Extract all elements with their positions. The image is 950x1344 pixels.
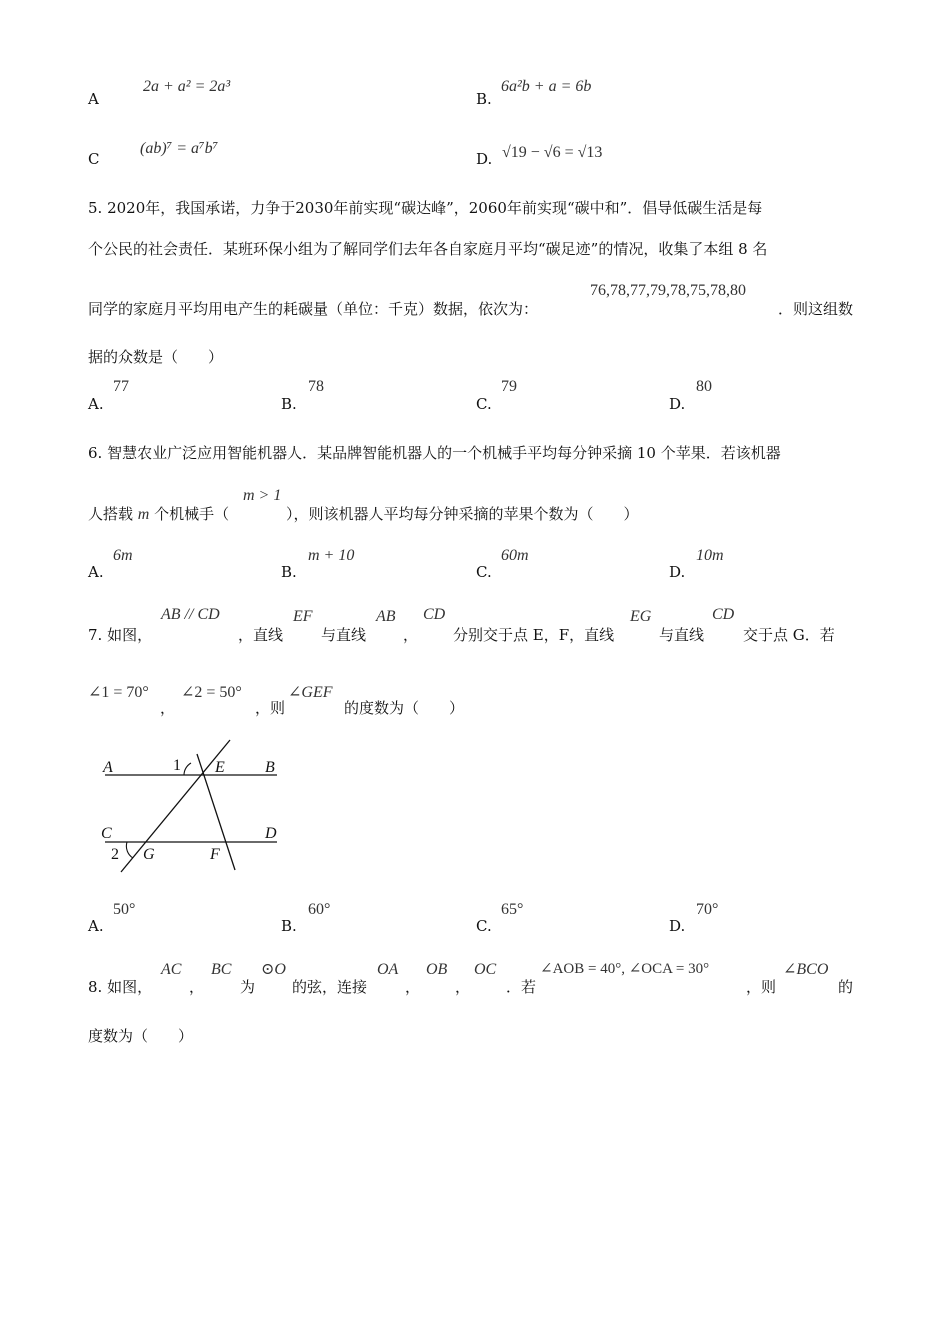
q4-option-b-label: B. bbox=[476, 90, 492, 108]
q5-line-3-pre: 同学的家庭月平均用电产生的耗碳量（单位：千克）数据，依次为： bbox=[88, 300, 539, 318]
point-a-label: A bbox=[103, 759, 113, 776]
q7-text-4: 分别交于点 E，F，直线 bbox=[453, 626, 615, 644]
q7-option-a-label: A. bbox=[88, 917, 104, 935]
q7-line-eg: EG bbox=[630, 608, 652, 625]
q7-option-a-value: 50° bbox=[113, 901, 136, 918]
q6-option-b-label: B. bbox=[281, 563, 297, 581]
q8-condition: ∠AOB = 40°, ∠OCA = 30° bbox=[540, 961, 710, 977]
angle-2-label: 2 bbox=[111, 846, 119, 863]
q6-line-2 bbox=[88, 503, 229, 524]
q5-option-c-value: 79 bbox=[501, 378, 517, 395]
q4-option-b-expr: 6a²b + a = 6b bbox=[501, 78, 592, 95]
q8-text-4: 的 bbox=[838, 978, 854, 996]
q5-option-a-value: 77 bbox=[113, 378, 129, 395]
q8-prefix: 8. 如图， bbox=[88, 978, 153, 996]
q7-option-b-value: 60° bbox=[308, 901, 331, 918]
q8-chord-ac: AC bbox=[161, 961, 182, 978]
q7-option-b-label: B. bbox=[281, 917, 297, 935]
q5-line-4: 据的众数是（ ） bbox=[88, 348, 224, 366]
q5-line-3-post: ．则这组数 bbox=[778, 300, 854, 318]
q8-line-2: 度数为（ ） bbox=[88, 1027, 194, 1045]
q8-angle-bco: ∠BCO bbox=[783, 961, 829, 978]
q7-text-2: 与直线 bbox=[321, 626, 367, 644]
q6-option-b-value: m + 10 bbox=[308, 547, 355, 564]
point-b-label: B bbox=[265, 759, 275, 776]
point-e-label: E bbox=[215, 759, 225, 776]
q8-circle-o: ⊙O bbox=[261, 961, 286, 978]
q7-option-d-value: 70° bbox=[696, 901, 719, 918]
q5-data-expression: 76,78,77,79,78,75,78,80 bbox=[590, 282, 746, 299]
q7-line-cd: CD bbox=[423, 606, 446, 623]
q7-line-cd-2: CD bbox=[712, 606, 735, 623]
q8-segment-oc: OC bbox=[474, 961, 497, 978]
q7-text-7: ，则 bbox=[255, 699, 286, 717]
q5-line-1: 5. 2020年，我国承诺，力争于2030年前实现“碳达峰”，2060年前实现“碳中和”．倡导低碳生活是每 bbox=[88, 199, 763, 217]
q5-option-b-label: B. bbox=[281, 395, 297, 413]
point-g-label: G bbox=[143, 846, 155, 863]
q6-line-2-post: ），则该机器人平均每分钟采摘的苹果个数为（ ） bbox=[286, 505, 639, 523]
q7-angle-2: ∠2 = 50° bbox=[181, 684, 242, 701]
q7-comma: ， bbox=[160, 699, 176, 717]
q5-option-d-value: 80 bbox=[696, 378, 712, 395]
q6-option-c-label: C. bbox=[476, 563, 492, 581]
q8-comma-1: ， bbox=[189, 978, 205, 996]
point-c-label: C bbox=[101, 825, 112, 842]
q8-text-1: 的弦，连接 bbox=[292, 978, 368, 996]
q4-option-d-expr: √19 − √6 = √13 bbox=[502, 144, 603, 161]
q8-wei: 为 bbox=[240, 978, 256, 996]
point-f-label: F bbox=[210, 846, 220, 863]
q7-option-c-value: 65° bbox=[501, 901, 524, 918]
q5-option-d-label: D. bbox=[669, 395, 686, 413]
q7-angle-1: ∠1 = 70° bbox=[88, 684, 149, 701]
q7-geometry-figure bbox=[95, 732, 295, 877]
q5-option-c-label: C. bbox=[476, 395, 492, 413]
q5-option-a-label: A. bbox=[88, 395, 104, 413]
q7-option-c-label: C. bbox=[476, 917, 492, 935]
q7-angle-gef: ∠GEF bbox=[288, 684, 333, 701]
angle-2-arc bbox=[126, 842, 133, 858]
point-d-label: D bbox=[265, 825, 277, 842]
q7-option-d-label: D. bbox=[669, 917, 686, 935]
q5-option-b-value: 78 bbox=[308, 378, 324, 395]
q7-line-ab: AB bbox=[376, 608, 396, 625]
q6-option-a-label: A. bbox=[88, 563, 104, 581]
q6-line-2-pre: 人搭载 bbox=[88, 505, 134, 523]
q8-text-3: ，则 bbox=[746, 978, 777, 996]
q7-text-6: 交于点 G．若 bbox=[743, 626, 835, 644]
q4-option-a-label: A bbox=[88, 90, 99, 108]
q7-text-5: 与直线 bbox=[659, 626, 705, 644]
q8-comma-2: ， bbox=[405, 978, 421, 996]
q4-option-c-label: C bbox=[88, 150, 100, 168]
q4-option-d-label: D. bbox=[476, 150, 493, 168]
q6-m-variable: m bbox=[137, 506, 150, 523]
q6-option-d-value: 10m bbox=[696, 547, 724, 564]
q7-prefix: 7. 如图， bbox=[88, 626, 153, 644]
q8-segment-oa: OA bbox=[377, 961, 399, 978]
q7-text-1: ，直线 bbox=[238, 626, 284, 644]
q6-line-2-mid: 个机械手（ bbox=[154, 505, 230, 523]
q8-segment-ob: OB bbox=[426, 961, 448, 978]
q8-comma-3: ， bbox=[455, 978, 471, 996]
q6-option-a-value: 6m bbox=[113, 547, 133, 564]
q7-text-8: 的度数为（ ） bbox=[344, 699, 465, 717]
q8-text-2: ．若 bbox=[506, 978, 537, 996]
q4-option-c-expr: (ab)⁷ = a⁷b⁷ bbox=[140, 140, 219, 157]
q8-chord-bc: BC bbox=[211, 961, 232, 978]
q7-line-ef: EF bbox=[293, 608, 313, 625]
q7-parallel-expr: AB // CD bbox=[161, 606, 220, 623]
q6-option-c-value: 60m bbox=[501, 547, 529, 564]
angle-1-arc bbox=[184, 763, 191, 775]
q5-line-2: 个公民的社会责任．某班环保小组为了解同学们去年各自家庭月平均“碳足迹”的情况，收集了本组 8 名 bbox=[88, 240, 768, 258]
angle-1-label: 1 bbox=[173, 757, 181, 774]
q6-line-1: 6. 智慧农业广泛应用智能机器人．某品牌智能机器人的一个机械手平均每分钟采摘 10 个苹果．若该机器 bbox=[88, 444, 781, 462]
q6-option-d-label: D. bbox=[669, 563, 686, 581]
q6-condition: m > 1 bbox=[243, 487, 282, 504]
q4-option-a-expr: 2a + a² = 2a³ bbox=[143, 78, 231, 95]
q7-text-3: ， bbox=[403, 626, 419, 644]
